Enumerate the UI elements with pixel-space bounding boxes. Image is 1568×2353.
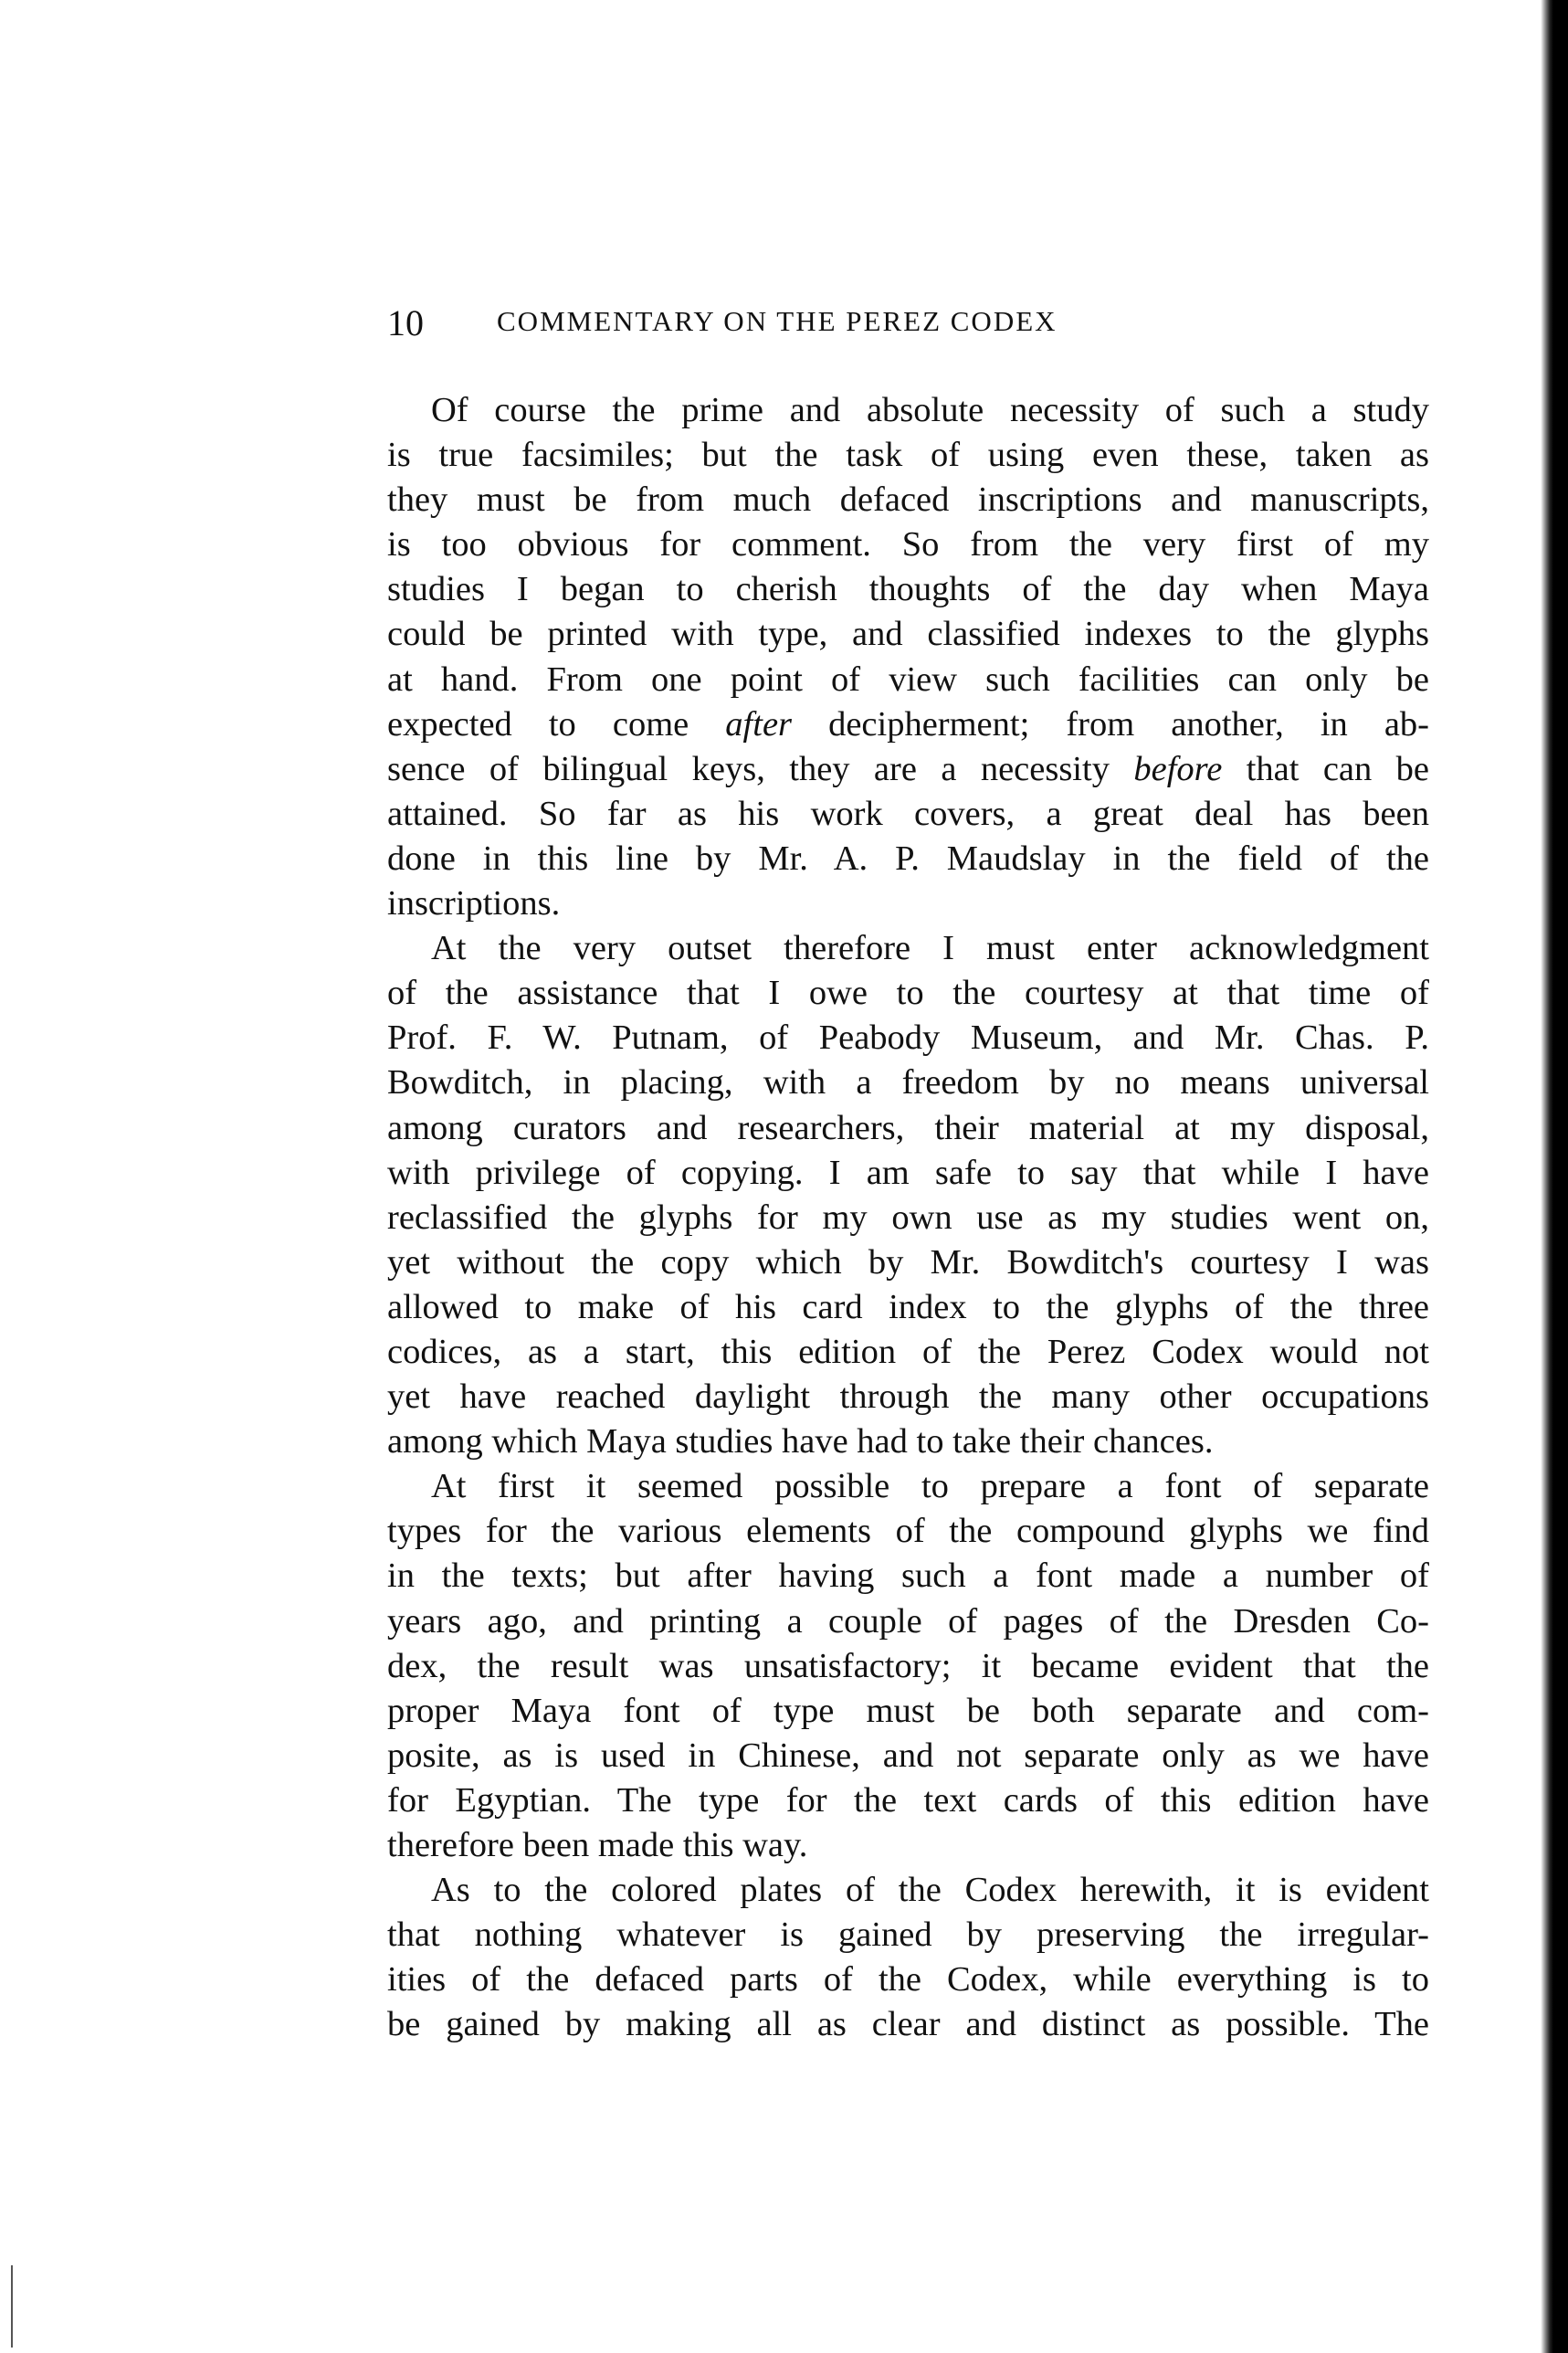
text-line: yet have reached daylight through the many other occupations [387,1377,1429,1417]
text-line: they must be from much defaced inscriptions and manuscripts, [387,480,1429,520]
text-line: among which Maya studies have had to take their chances. [387,1422,1214,1461]
text-line: types for the various elements of the compound glyphs we find [387,1512,1429,1551]
paragraph [387,926,1429,1464]
text-line: codices, as a start, this edition of the Perez Codex would not [387,1332,1429,1371]
text-line: yet without the copy which by Mr. Bowditch's courtesy I was [387,1242,1429,1282]
text-line: in the texts; but after having such a font made a number of [387,1556,1429,1596]
text-line: studies I began to cherish thoughts of the day when Maya [387,570,1429,609]
text-line: Bowditch, in placing, with a freedom by no means universal [387,1063,1429,1103]
text-line: expected to come after decipherment; from another, in ab- [387,704,1429,744]
text-line: dex, the result was unsatisfactory; it became evident that the [387,1646,1429,1685]
text-line: inscriptions. [387,884,561,923]
text-line: As to the colored plates of the Codex herewith, it is evident [431,1871,1429,1910]
paragraph [387,1868,1429,2047]
text-line: attained. So far as his work covers, a great deal has been [387,794,1429,833]
text-line: done in this line by Mr. A. P. Maudslay in the field of the [387,839,1429,878]
text-line: of the assistance that I owe to the courtesy at that time of [387,974,1429,1013]
text-line: years ago, and printing a couple of pages of the Dresden Co- [387,1601,1429,1641]
text-line: At first it seemed possible to prepare a font of separate [431,1467,1429,1506]
text-line: among curators and researchers, their material at my disposal, [387,1108,1429,1147]
text-line: proper Maya font of type must be both separate and com- [387,1691,1429,1730]
text-line: is true facsimiles; but the task of using even these, taken as [387,436,1429,475]
text-line: with privilege of copying. I am safe to say that while I have [387,1153,1429,1192]
paragraph [387,1464,1429,1868]
text-line: posite, as is used in Chinese, and not separate only as we have [387,1736,1429,1775]
body-text [387,388,1429,2047]
text-line: therefore been made this way. [387,1826,808,1864]
text-line: At the very outset therefore I must enter acknowledgment [431,929,1429,968]
text-line: that nothing whatever is gained by preserving the irregular- [387,1915,1429,1955]
text-line: is too obvious for comment. So from the very first of my [387,525,1429,565]
book-spine-edge [1541,0,1568,2353]
text-line: sence of bilingual keys, they are a necessity before that can be [387,749,1429,788]
text-line: Prof. F. W. Putnam, of Peabody Museum, and Mr. Chas. P. [387,1018,1429,1058]
text-line: allowed to make of his card index to the glyphs of the three [387,1287,1429,1326]
page-header [387,301,1428,347]
text-line: be gained by making all as clear and distinct as possible. The [387,2005,1429,2044]
text-line: Of course the prime and absolute necessity of such a study [431,391,1429,429]
page-number: 10 [387,302,424,343]
paragraph [387,388,1429,926]
text-line: at hand. From one point of view such facilities can only be [387,659,1429,699]
running-head: COMMENTARY ON THE PEREZ CODEX [497,305,1058,337]
text-line: ities of the defaced parts of the Codex, while everything is to [387,1960,1429,2000]
text-line: could be printed with type, and classified indexes to the glyphs [387,615,1429,654]
scan-artifact [11,2265,20,2348]
text-line: reclassified the glyphs for my own use as my studies went on, [387,1198,1429,1237]
text-line: for Egyptian. The type for the text cards of this edition have [387,1780,1429,1820]
